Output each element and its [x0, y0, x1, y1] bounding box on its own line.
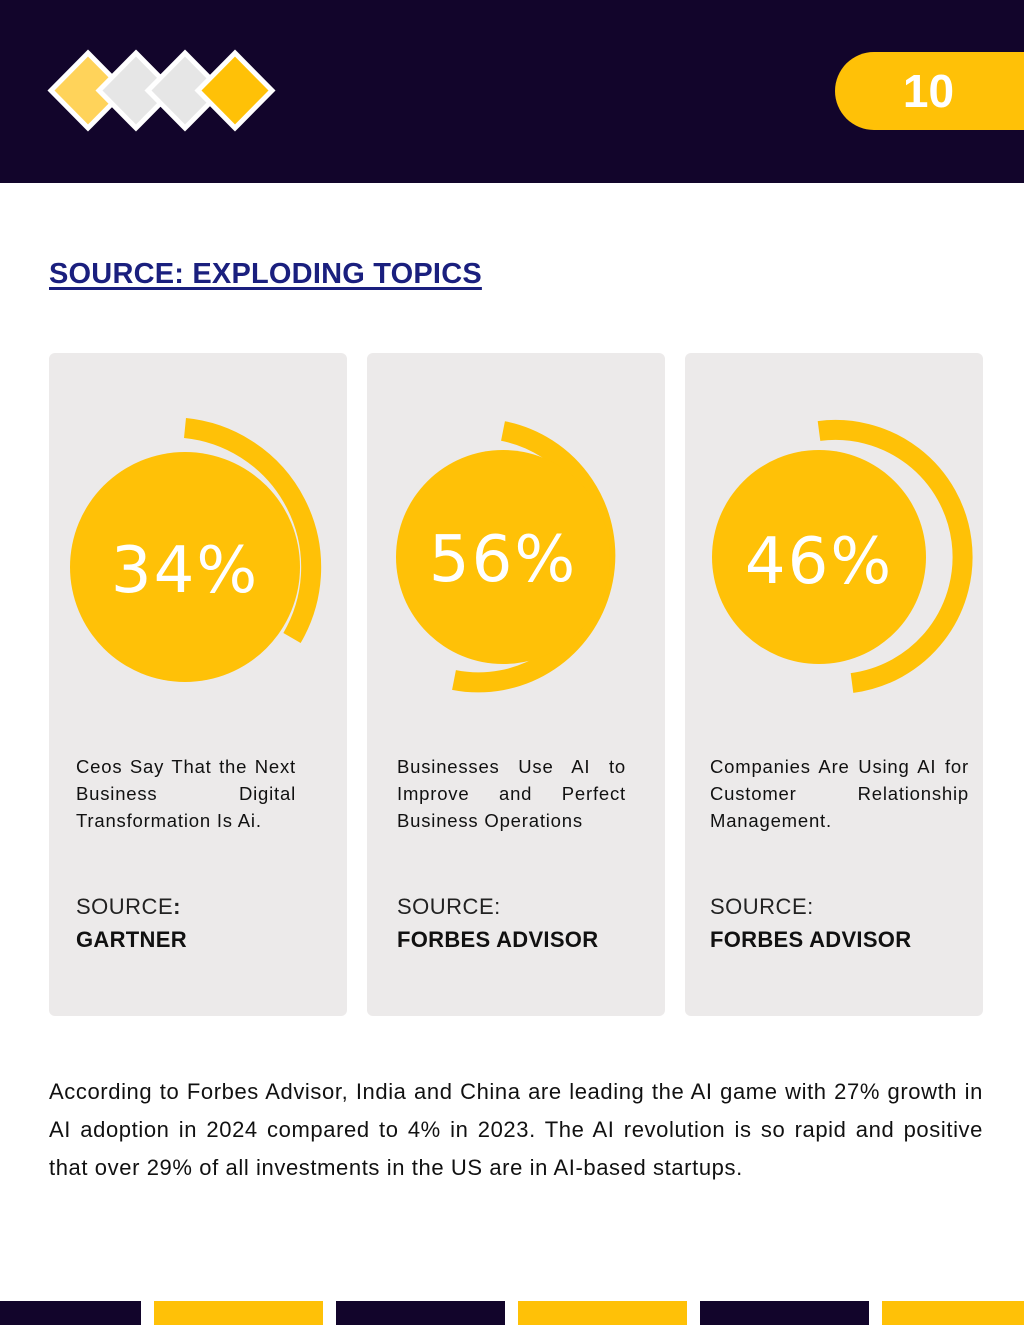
source-name: GARTNER [76, 927, 187, 952]
source-label-colon: : [173, 894, 181, 919]
percent-value: 34% [110, 534, 260, 608]
percent-ring [367, 353, 665, 713]
page-number: 10 [902, 65, 955, 117]
source-name: FORBES ADVISOR [710, 927, 912, 952]
source-label [76, 894, 181, 920]
stat-card-gartner [49, 353, 347, 1016]
footer-bar [882, 1301, 1024, 1325]
percent-ring [49, 353, 347, 713]
stat-card-forbes-crm [685, 353, 983, 1016]
stat-description: Ceos Say That the Next Business Digital Transformation Is Ai. [76, 756, 296, 831]
source-label [710, 894, 814, 920]
page-number-badge [835, 52, 1024, 130]
footer-bar [336, 1301, 505, 1325]
source-name: FORBES ADVISOR [397, 927, 599, 952]
percent-value: 46% [744, 525, 894, 599]
footer-bar [0, 1301, 141, 1325]
stat-card-forbes-operations [367, 353, 665, 1016]
body-paragraph: According to Forbes Advisor, India and China are leading the AI game with 27% growth in AI adoption in 2024 compared to 4% in 2023. The AI revolution is so rapid and positive that over 29% of all investments in the US are in AI-based startups. [49, 1079, 983, 1180]
footer-bar [154, 1301, 323, 1325]
diamond-logo-icon [40, 45, 280, 140]
stat-description: Businesses Use AI to Improve and Perfect Business Operations [397, 756, 626, 831]
source-label-text: SOURCE [76, 894, 174, 919]
footer-bar [518, 1301, 687, 1325]
page-header [0, 0, 1024, 183]
source-label [397, 894, 501, 920]
source-label-text: SOURCE: [397, 894, 501, 919]
source-label-text: SOURCE: [710, 894, 814, 919]
percent-ring [685, 353, 983, 713]
footer-bar [700, 1301, 869, 1325]
stat-description: Companies Are Using AI for Customer Relationship Management. [710, 756, 969, 831]
percent-value: 56% [428, 523, 578, 597]
section-title: SOURCE: EXPLODING TOPICS [49, 258, 482, 290]
